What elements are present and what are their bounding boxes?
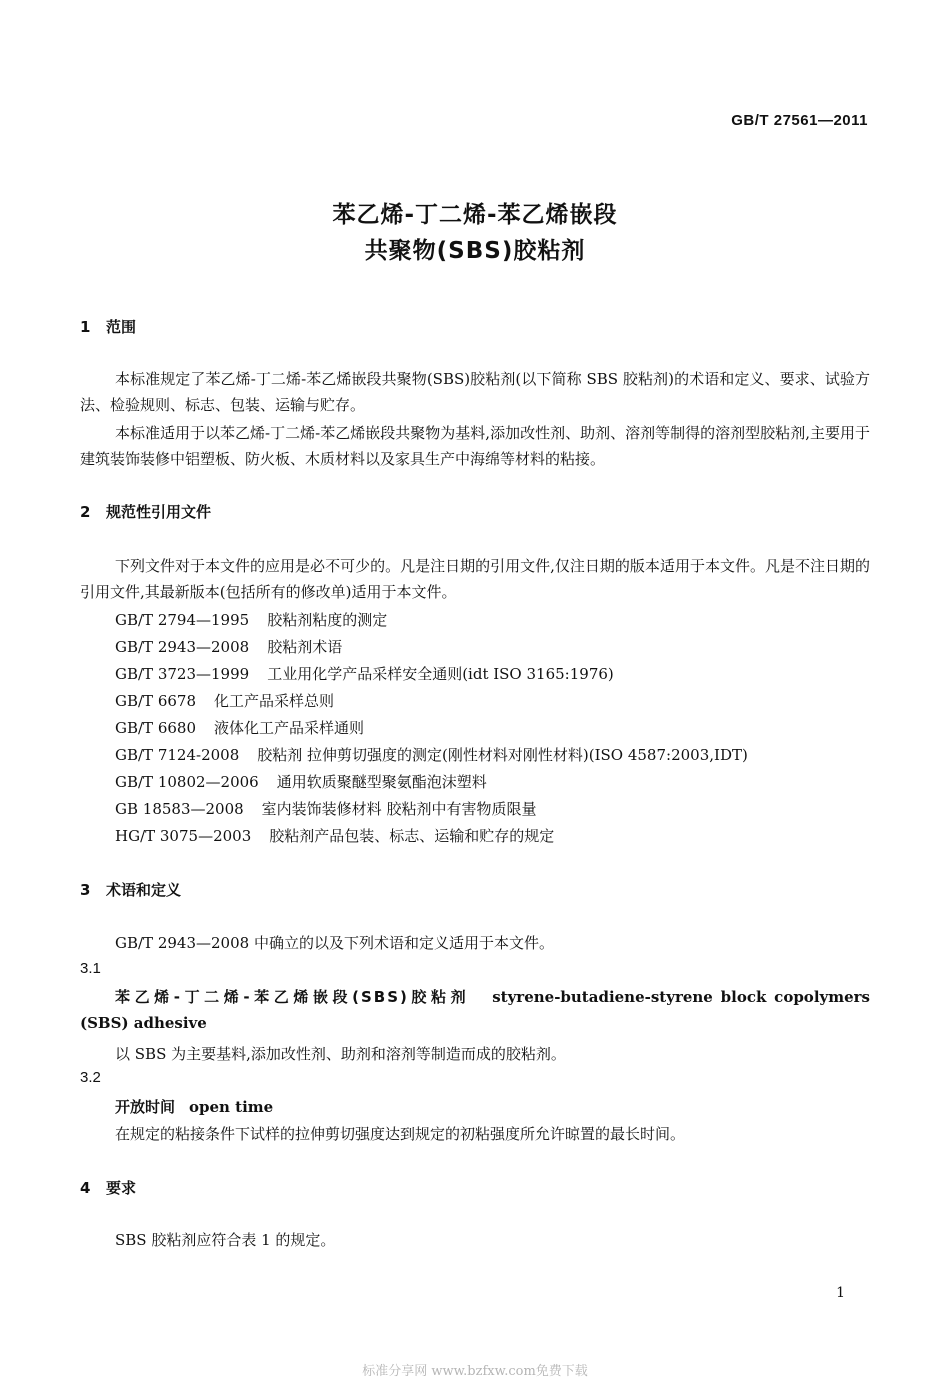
- section-number: 4: [80, 1179, 91, 1197]
- term-number: 3.2: [80, 1069, 101, 1086]
- term-heading: [115, 1096, 273, 1117]
- term-definition: 在规定的粘接条件下试样的拉伸剪切强度达到规定的初粘强度所允许晾置的最长时间。: [115, 1125, 686, 1143]
- section-3-heading: [80, 879, 181, 900]
- section-1-paragraph: 本标准适用于以苯乙烯-丁二烯-苯乙烯嵌段共聚物为基料,添加改性剂、助剂、溶剂等制得的溶剂型胶粘剂,主要用于建筑装饰装修中铝塑板、防火板、木质材料以及家具生产中海绵等材料的粘接。: [80, 424, 870, 468]
- reference-code: GB/T 2794—1995: [115, 611, 250, 629]
- reference-title: 液体化工产品采样通则: [214, 719, 365, 737]
- section-number: 1: [80, 318, 91, 336]
- section-1-paragraph: 本标准规定了苯乙烯-丁二烯-苯乙烯嵌段共聚物(SBS)胶粘剂(以下简称 SBS 胶粘剂)的术语和定义、要求、试验方法、检验规则、标志、包装、运输与贮存。: [80, 370, 870, 414]
- section-title: 要求: [106, 1179, 137, 1197]
- section-number: 3: [80, 881, 91, 899]
- section-3-intro: GB/T 2943—2008 中确立的以及下列术语和定义适用于本文件。: [115, 934, 554, 952]
- reference-item: [115, 609, 387, 630]
- page-number: 1: [836, 1285, 845, 1301]
- term-chinese: 苯乙烯-丁二烯-苯乙烯嵌段(SBS)胶粘剂: [115, 988, 471, 1006]
- document-title-line-2: 共聚物(SBS)胶粘剂: [364, 238, 586, 264]
- term-number: 3.1: [80, 960, 101, 977]
- section-title: 范围: [106, 318, 137, 336]
- reference-title: 室内装饰装修材料 胶粘剂中有害物质限量: [261, 800, 537, 818]
- reference-title: 化工产品采样总则: [214, 692, 335, 710]
- term-english: open time: [189, 1098, 274, 1116]
- reference-title: 工业用化学产品采样安全通则(idt ISO 3165:1976): [267, 665, 614, 683]
- term-definition: 以 SBS 为主要基料,添加改性剂、助剂和溶剂等制造而成的胶粘剂。: [115, 1045, 566, 1063]
- reference-code: GB/T 2943—2008: [115, 638, 250, 656]
- reference-title: 胶粘剂粘度的测定: [267, 611, 388, 629]
- section-4-text: SBS 胶粘剂应符合表 1 的规定。: [115, 1231, 336, 1249]
- reference-item: [115, 825, 554, 846]
- reference-item: [115, 636, 342, 657]
- reference-code: GB/T 6680: [115, 719, 197, 737]
- document-title-line-1: 苯乙烯-丁二烯-苯乙烯嵌段: [332, 202, 618, 228]
- standard-number: GB/T 27561—2011: [731, 112, 868, 129]
- section-4-heading: [80, 1177, 136, 1198]
- section-number: 2: [80, 503, 91, 521]
- reference-item: [115, 663, 614, 684]
- reference-item: [115, 690, 334, 711]
- reference-item: [115, 717, 364, 738]
- section-title: 规范性引用文件: [106, 503, 212, 521]
- watermark: 标准分享网 www.bzfxw.com免费下载: [362, 1364, 588, 1379]
- section-2-heading: [80, 501, 211, 522]
- section-2-intro: 下列文件对于本文件的应用是必不可少的。凡是注日期的引用文件,仅注日期的版本适用于本文件。凡是不注日期的引用文件,其最新版本(包括所有的修改单)适用于本文件。: [80, 557, 870, 601]
- reference-title: 通用软质聚醚型聚氨酯泡沫塑料: [276, 773, 487, 791]
- reference-code: GB/T 10802—2006: [115, 773, 259, 791]
- reference-item: [115, 798, 536, 819]
- term-english: styrene-butadiene-styrene block copolymers (SBS) adhesive: [80, 988, 870, 1032]
- reference-title: 胶粘剂产品包装、标志、运输和贮存的规定: [269, 827, 555, 845]
- reference-title: 胶粘剂 拉伸剪切强度的测定(刚性材料对刚性材料)(ISO 4587:2003,IDT): [257, 746, 748, 764]
- section-1-heading: [80, 316, 136, 337]
- reference-code: GB 18583—2008: [115, 800, 244, 818]
- reference-code: HG/T 3075—2003: [115, 827, 252, 845]
- section-title: 术语和定义: [106, 881, 182, 899]
- reference-code: GB/T 7124-2008: [115, 746, 240, 764]
- reference-item: [115, 744, 748, 765]
- reference-code: GB/T 3723—1999: [115, 665, 250, 683]
- reference-title: 胶粘剂术语: [267, 638, 343, 656]
- reference-item: [115, 771, 487, 792]
- term-heading: [80, 984, 870, 1036]
- term-chinese: 开放时间: [115, 1098, 176, 1116]
- reference-code: GB/T 6678: [115, 692, 197, 710]
